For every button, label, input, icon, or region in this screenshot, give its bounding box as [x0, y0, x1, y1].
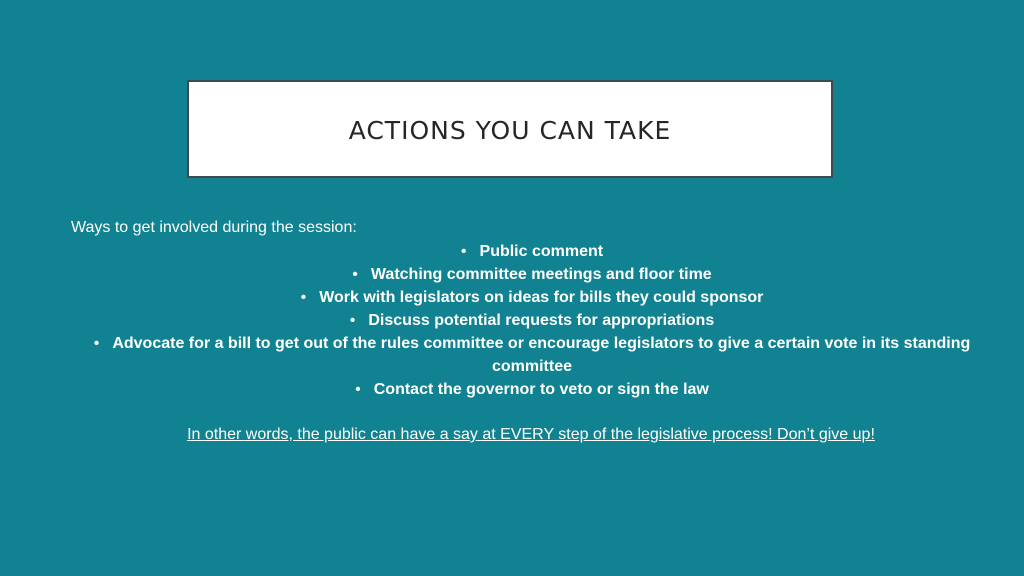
action-item-advocate-bill [62, 332, 1002, 378]
bullet-icon: • [352, 266, 358, 283]
action-item-label: Advocate for a bill to get out of the rules committee or encourage legislators to give a certain vote in its standing committee [112, 335, 971, 375]
intro-text: Ways to get involved during the session: [71, 219, 357, 236]
action-item-public-comment [62, 240, 1002, 263]
action-item-contact-governor [62, 378, 1002, 401]
slide-title: ACTIONS YOU CAN TAKE [348, 115, 672, 145]
bullet-icon: • [93, 335, 100, 352]
bullet-icon: • [460, 243, 467, 260]
action-item-label: Contact the governor to veto or sign the law [373, 381, 709, 398]
action-item-label: Watching committee meetings and floor time [370, 266, 712, 283]
action-item-work-with-legislators [62, 286, 1002, 309]
summary-text: In other words, the public can have a say at EVERY step of the legislative process! Don’t give up! [187, 426, 875, 443]
action-item-label: Work with legislators on ideas for bills they could sponsor [319, 289, 764, 306]
action-list [62, 240, 1002, 401]
bullet-icon: • [300, 289, 307, 306]
action-item-label: Public comment [479, 243, 604, 260]
title-box [187, 80, 833, 178]
action-item-label: Discuss potential requests for appropriations [368, 312, 715, 329]
bullet-icon: • [355, 381, 361, 398]
action-item-watching-meetings [62, 263, 1002, 286]
bullet-icon: • [349, 312, 356, 329]
action-item-appropriations [62, 309, 1002, 332]
